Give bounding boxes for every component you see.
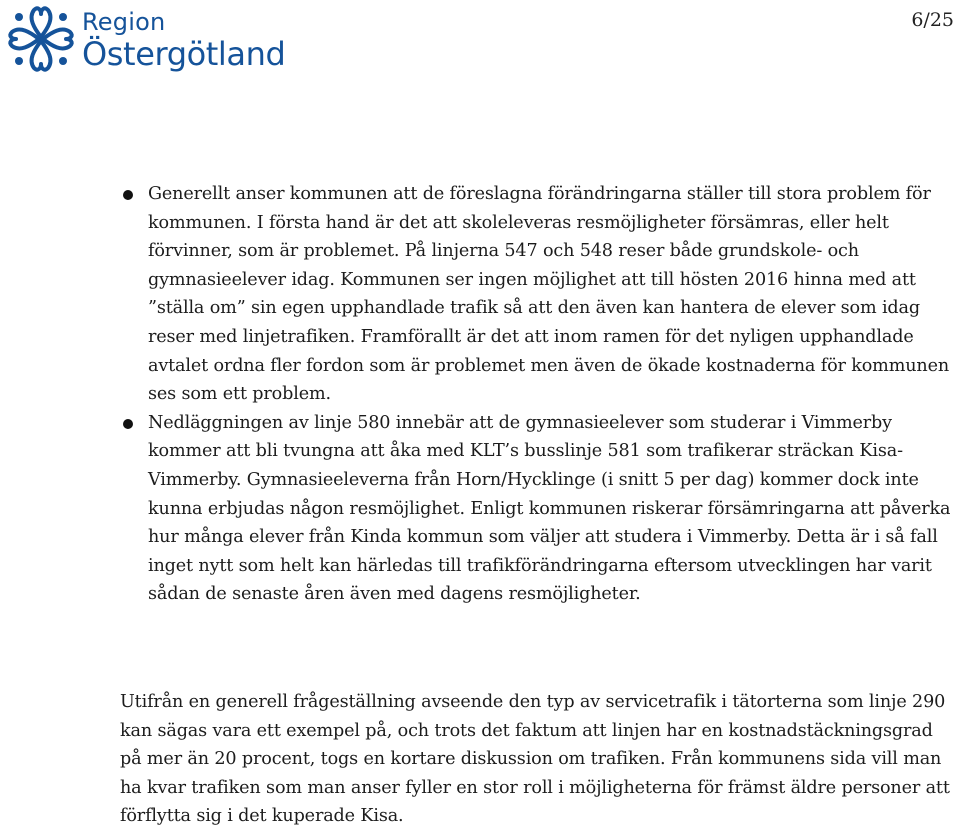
body-paragraph: Utifrån en generell frågeställning avseende den typ av servicetrafik i tätorterna som linje 290 kan sägas vara ett exempel på, och trots det faktum att linjen har en kostnadstäckningsgrad på mer än 20 procent, togs en kortare diskussion om trafiken. Från kommunens sida vill man ha kvar trafiken som man anser fyller en stor roll i möjligheterna för främst äldre personer att förflytta sig i det kuperade Kisa. xyxy=(120,692,950,827)
bullet-text: Nedläggningen av linje 580 innebär att de gymnasieelever som studerar i Vimmerby kommer att bli tvungna att åka med KLT’s busslinje 581 som trafikerar sträckan Kisa-Vimmerby. Gymnasieeleverna från Horn/Hycklinge (i snitt 5 per dag) kommer dock inte kunna erbjudas någon resmöjlighet. Enligt kommunen riskerar försämringarna att påverka hur många elever från Kinda kommun som väljer att studera i Vimmerby. Detta är i så fall inget nytt som helt kan härledas till trafikförändringarna eftersom utvecklingen har varit sådan de senaste åren även med dagens resmöjligheter. xyxy=(148,412,951,605)
snowflake-crest-icon xyxy=(6,4,76,74)
logo-text-ostergotland: Östergötland xyxy=(82,35,286,73)
region-logo xyxy=(6,4,286,76)
bullet-dot-icon xyxy=(123,190,133,200)
bullet-list xyxy=(120,180,952,609)
logo-text-region: Region xyxy=(82,8,166,36)
page-header xyxy=(0,0,960,90)
page-number: 6/25 xyxy=(911,9,954,31)
bullet-dot-icon xyxy=(123,419,133,429)
bullet-text: Generellt anser kommunen att de föreslagna förändringarna ställer till stora problem för kommunen. I första hand är det att skoleleveras resmöjligheter försämras, eller helt förvinner, som är problemet. På linjerna 547 och 548 reser både grundskole- och gymnasieelever idag. Kommunen ser ingen möjlighet att till hösten 2016 hinna med att ”ställa om” sin egen upphandlade trafik så att den även kan hantera de elever som idag reser med linjetrafiken. Framförallt är det att inom ramen för det nyligen upphandlade avtalet ordna fler fordon som är problemet men även de ökade kostnaderna för kommunen ses som ett problem. xyxy=(148,184,950,405)
bullet-item xyxy=(120,180,952,409)
bullet-item xyxy=(120,409,952,609)
